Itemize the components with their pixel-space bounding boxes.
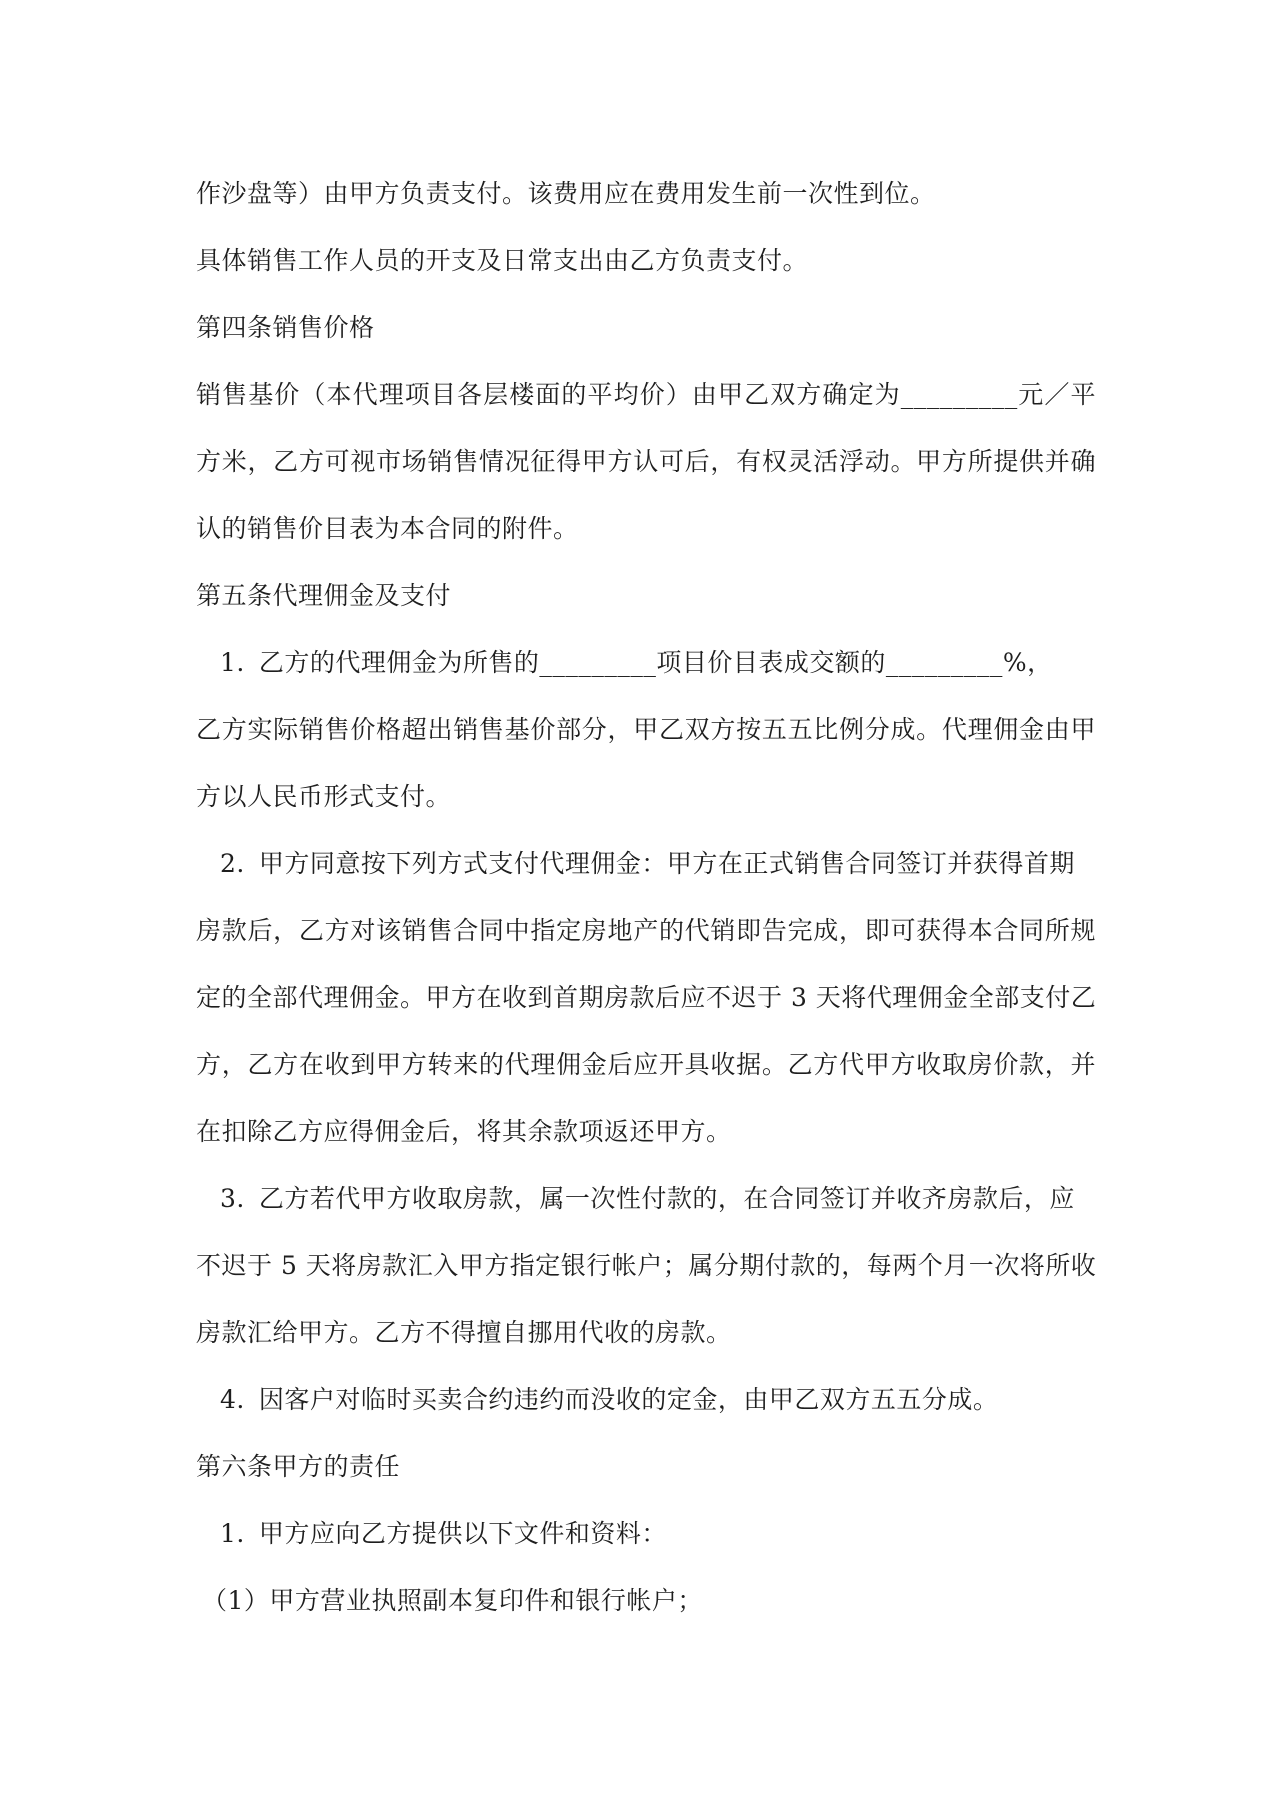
item-number: 1. — [220, 648, 245, 677]
numbered-item — [196, 1500, 1096, 1567]
text-line: 方以人民币形式支付。 — [196, 782, 452, 811]
text-line: 不迟于 5 天将房款汇入甲方指定银行帐户；属分期付款的，每两个月一次将所收 — [196, 1251, 1097, 1280]
document-body — [196, 160, 1096, 1634]
item-number: 1. — [220, 1519, 245, 1548]
text-line: 作沙盘等）由甲方负责支付。该费用应在费用发生前一次性到位。 — [196, 179, 936, 208]
numbered-item — [196, 1366, 1096, 1433]
sub-item: （1）甲方营业执照副本复印件和银行帐户； — [202, 1586, 703, 1615]
numbered-item — [196, 1165, 1096, 1232]
text-line: 认的销售价目表为本合同的附件。 — [196, 514, 579, 543]
item-text: 甲方应向乙方提供以下文件和资料： — [258, 1519, 667, 1548]
text-line: 销售基价（本代理项目各层楼面的平均价）由甲乙双方确定为_________元／平 — [196, 380, 1096, 409]
item-number: 4. — [220, 1385, 245, 1414]
item-text: 因客户对临时买卖合约违约而没收的定金，由甲乙双方五五分成。 — [258, 1385, 999, 1414]
text-line: 乙方实际销售价格超出销售基价部分，甲乙双方按五五比例分成。代理佣金由甲 — [196, 715, 1096, 744]
item-number: 2. — [220, 849, 245, 878]
section-heading: 第五条代理佣金及支付 — [196, 581, 452, 610]
item-text: 乙方若代甲方收取房款，属一次性付款的，在合同签订并收齐房款后，应 — [258, 1184, 1075, 1213]
numbered-item — [196, 629, 1096, 696]
item-number: 3. — [220, 1184, 245, 1213]
text-line: 定的全部代理佣金。甲方在收到首期房款后应不迟于 3 天将代理佣金全部支付乙 — [196, 983, 1097, 1012]
text-line: 房款汇给甲方。乙方不得擅自挪用代收的房款。 — [196, 1318, 732, 1347]
numbered-item — [196, 830, 1096, 897]
text-line: 方米，乙方可视市场销售情况征得甲方认可后，有权灵活浮动。甲方所提供并确 — [196, 447, 1096, 476]
section-heading: 第六条甲方的责任 — [196, 1452, 401, 1481]
text-line: 在扣除乙方应得佣金后，将其余款项返还甲方。 — [196, 1117, 732, 1146]
section-heading: 第四条销售价格 — [196, 313, 375, 342]
text-line: 房款后，乙方对该销售合同中指定房地产的代销即告完成，即可获得本合同所规 — [196, 916, 1096, 945]
text-line: 具体销售工作人员的开支及日常支出由乙方负责支付。 — [196, 246, 809, 275]
text-line: 方，乙方在收到甲方转来的代理佣金后应开具收据。乙方代甲方收取房价款，并 — [196, 1050, 1096, 1079]
item-text: 甲方同意按下列方式支付代理佣金：甲方在正式销售合同签订并获得首期 — [258, 849, 1075, 878]
item-text: 乙方的代理佣金为所售的_________项目价目表成交额的_________%， — [258, 648, 1053, 677]
